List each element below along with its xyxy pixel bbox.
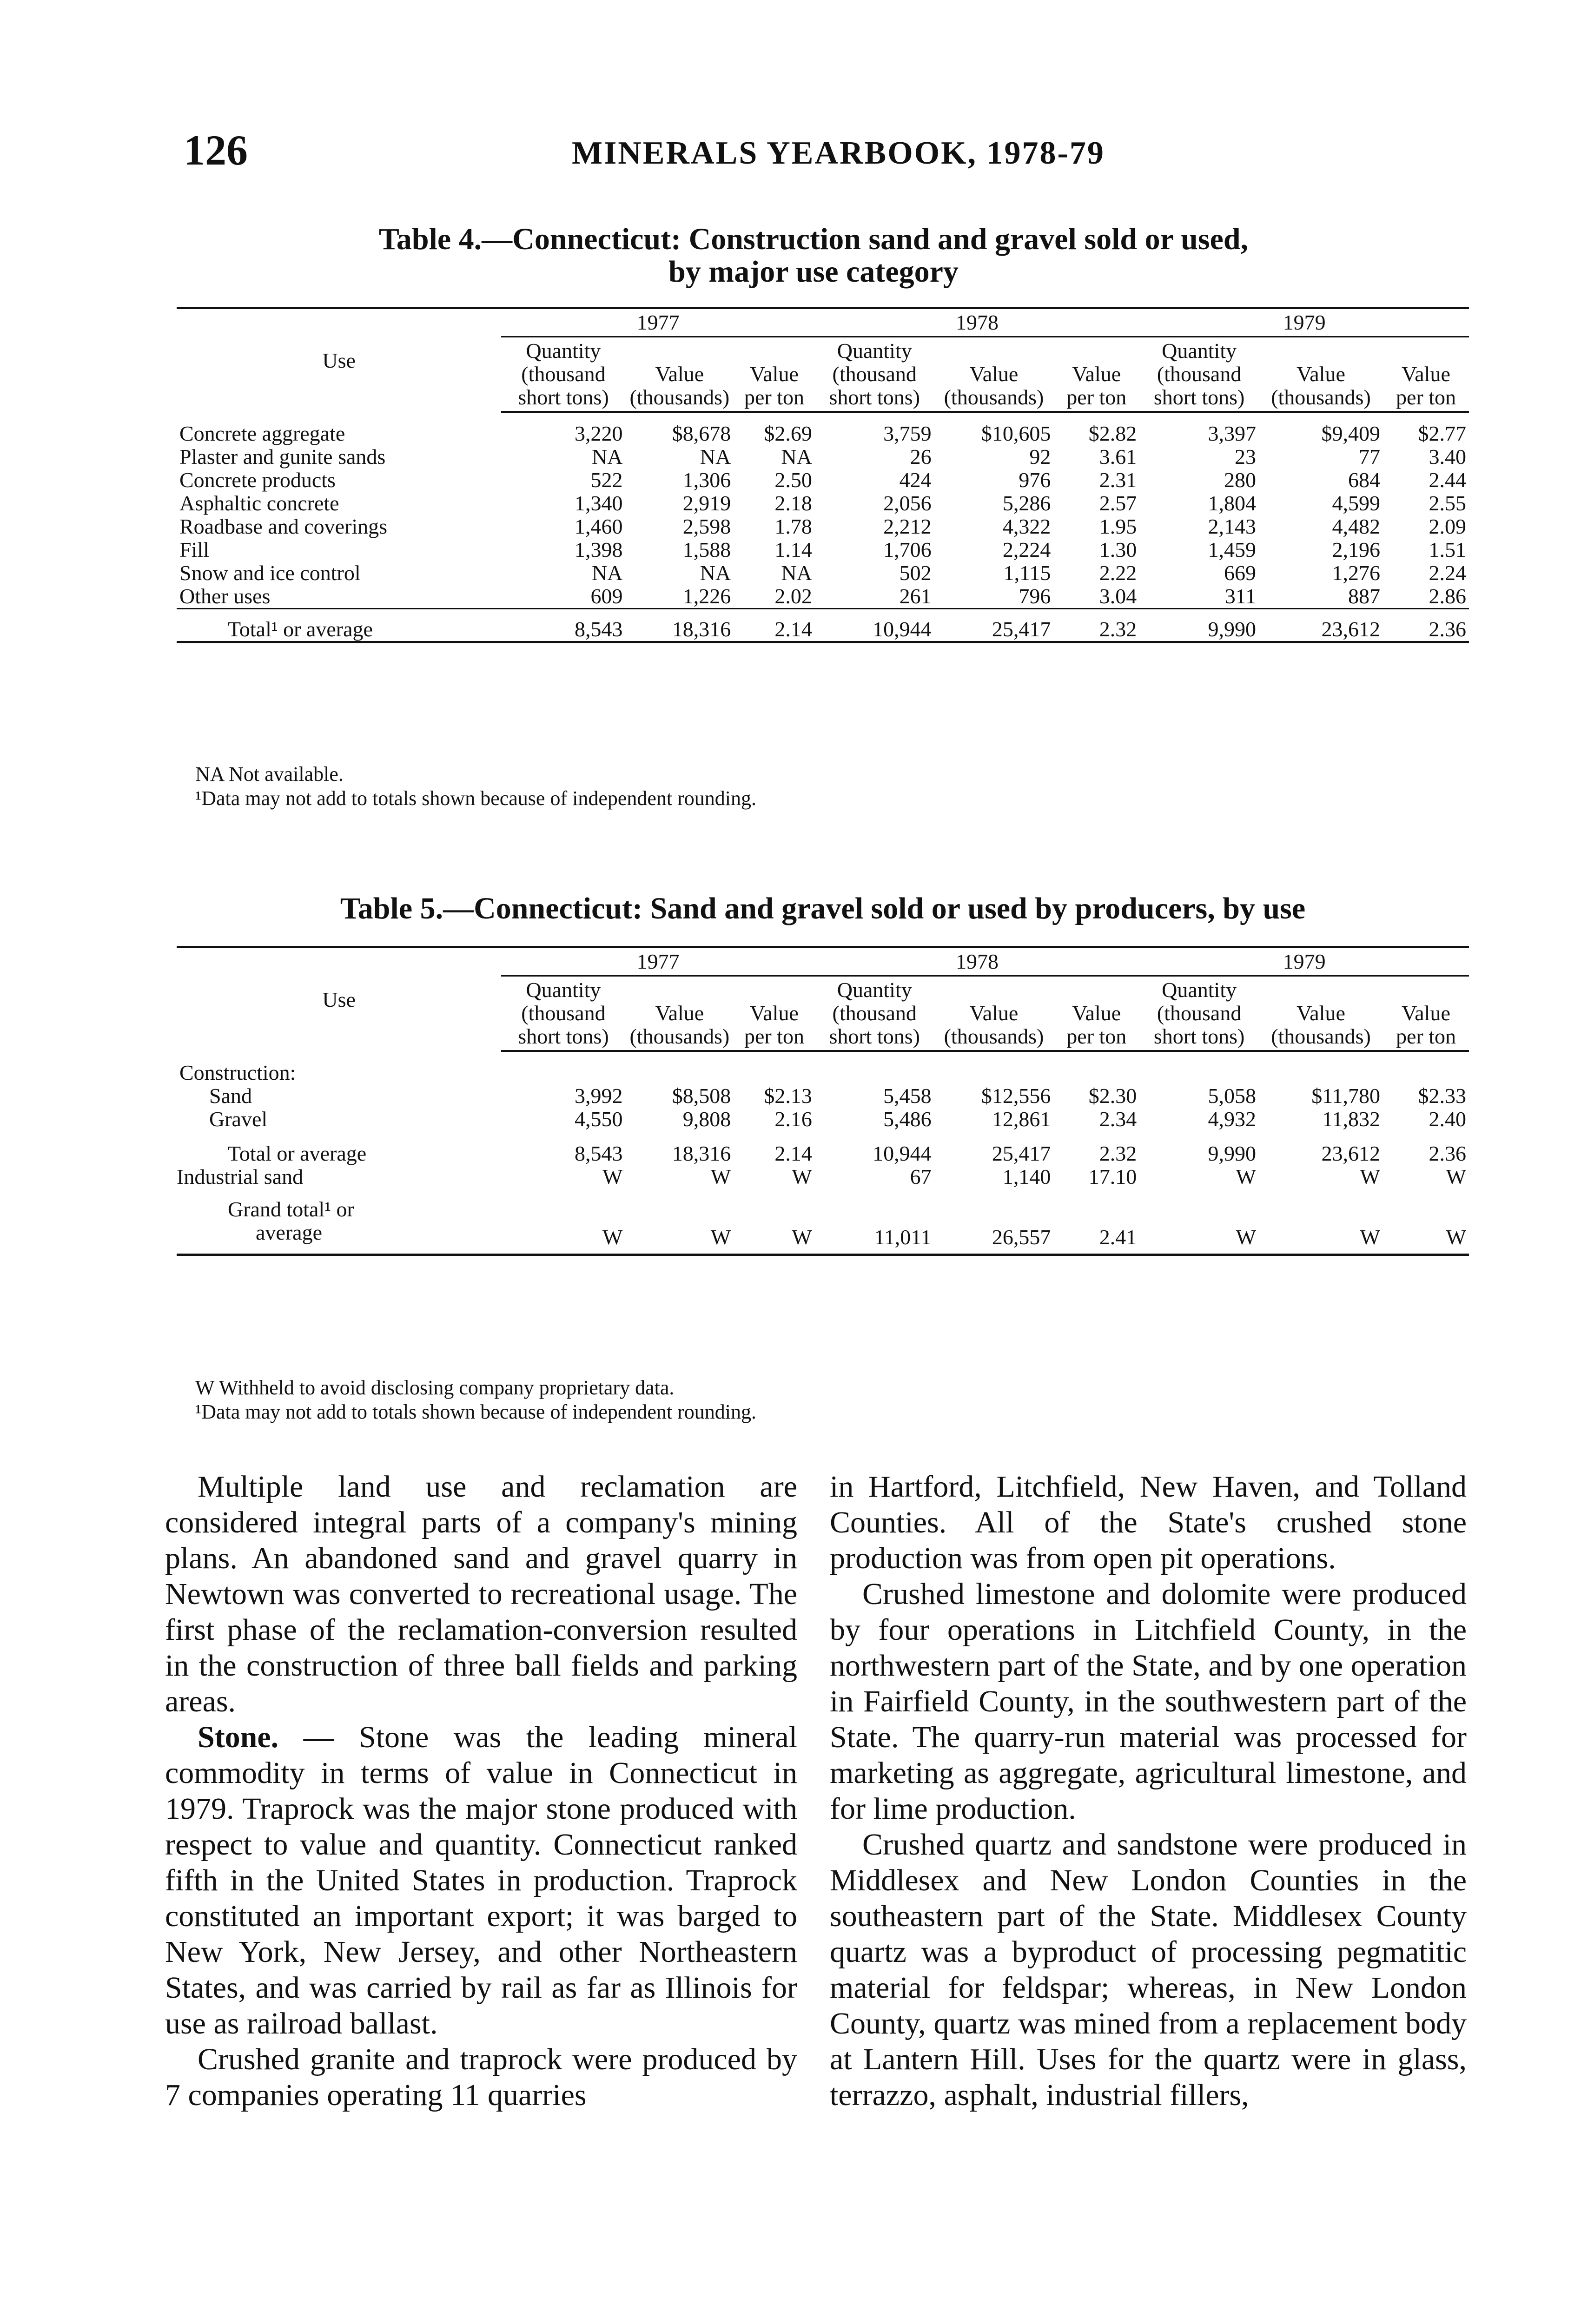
table-cell: 1.14 xyxy=(774,538,812,561)
table-cell: 1,226 xyxy=(682,584,731,608)
table-cell: $9,409 xyxy=(1321,422,1381,445)
row-use-label: Gravel xyxy=(209,1107,268,1131)
table-cell: 2.55 xyxy=(1429,491,1466,515)
table-cell: 3,992 xyxy=(574,1084,623,1108)
col-value: Value (thousands) xyxy=(934,976,1054,1051)
table-row xyxy=(177,561,1469,585)
table-cell: 2.57 xyxy=(1099,491,1137,515)
table-cell: 2.09 xyxy=(1429,515,1466,538)
col-value: Value (thousands) xyxy=(1259,337,1383,412)
table-cell: 1.78 xyxy=(774,515,812,538)
table-cell: 12,861 xyxy=(992,1107,1051,1131)
table-cell: 1,140 xyxy=(1002,1165,1051,1188)
table-cell: 4,322 xyxy=(1002,515,1051,538)
table-cell: 2,919 xyxy=(682,491,731,515)
table-cell: 502 xyxy=(899,561,932,585)
table-row xyxy=(177,1131,1469,1165)
paragraph: Crushed quartz and sandstone were produced in Middlesex and New London Counties in the southeastern part of the State. Middlesex County quartz was a byproduct of processing pegmatitic material for feldspar; whereas, in New London County, quartz was mined from a replacement body at Lantern Hill. Uses for the quartz were in glass, terrazzo, asphalt, industrial fillers, xyxy=(830,1828,1467,2112)
table-cell: 2.22 xyxy=(1099,561,1137,585)
table-cell: 2.32 xyxy=(1099,1142,1137,1165)
table-cell: 23,612 xyxy=(1321,1142,1381,1165)
table-cell: 2.34 xyxy=(1099,1107,1137,1131)
table-cell: 2,212 xyxy=(883,515,932,538)
table4-year: 1977 xyxy=(501,308,814,337)
table-cell: 1,306 xyxy=(682,468,731,492)
table5-use-header: Use xyxy=(322,987,356,1011)
table-cell: 4,599 xyxy=(1332,491,1381,515)
paragraph: Multiple land use and reclamation are considered integral parts of a company's mining plans. An abandoned sand and gravel quarry in Newtown was converted to recreational usage. The first phase of the reclamation-conversion resulted in the construction of three ball fields and parking areas. xyxy=(165,1470,797,1718)
col-value-per-ton: Value per ton xyxy=(734,976,815,1051)
table5-year: 1979 xyxy=(1139,947,1469,976)
table-cell: 522 xyxy=(590,468,623,492)
row-use-label: Industrial sand xyxy=(177,1165,304,1188)
table-cell: 669 xyxy=(1224,561,1256,585)
table-cell: 23 xyxy=(1235,445,1256,469)
table-cell: 3.04 xyxy=(1099,584,1137,608)
row-use-label: Plaster and gunite sands xyxy=(179,445,386,469)
table4-title: Table 4.—Connecticut: Construction sand and gravel sold or used, by major use category xyxy=(378,222,1249,289)
table-cell: NA xyxy=(700,445,731,469)
table-cell: 17.10 xyxy=(1088,1165,1137,1188)
body-left-column xyxy=(165,1469,797,2113)
paragraph: in Hartford, Litchfield, New Haven, and Tolland Counties. All of the State's crushed stone production was from open pit operations. xyxy=(830,1470,1467,1575)
table-cell: 8,543 xyxy=(574,1142,623,1165)
table-cell: 9,990 xyxy=(1208,1142,1256,1165)
table-cell: 5,286 xyxy=(1002,491,1051,515)
col-value-per-ton: Value per ton xyxy=(1053,337,1139,412)
table-cell: 2.02 xyxy=(774,584,812,608)
table-cell: $2.77 xyxy=(1418,422,1466,445)
table-cell: $10,605 xyxy=(981,422,1051,445)
col-value: Value (thousands) xyxy=(625,976,734,1051)
table-cell: 2,196 xyxy=(1332,538,1381,561)
table-cell: 4,932 xyxy=(1208,1107,1256,1131)
table-cell: 1,804 xyxy=(1208,491,1256,515)
table-cell: 5,058 xyxy=(1208,1084,1256,1108)
body-right-column xyxy=(830,1469,1467,2113)
table-row xyxy=(177,445,1469,469)
table-cell: 3,397 xyxy=(1208,422,1256,445)
table-cell: 311 xyxy=(1224,584,1256,608)
col-quantity: Quantity (thousand short tons) xyxy=(815,976,934,1051)
table5-year: 1978 xyxy=(815,947,1139,976)
table-cell: W xyxy=(710,1165,731,1188)
table-cell: 92 xyxy=(1029,445,1051,469)
table-cell: 1,340 xyxy=(574,491,623,515)
col-quantity: Quantity (thousand short tons) xyxy=(1139,976,1259,1051)
table-cell: $8,508 xyxy=(672,1084,731,1108)
table-cell: W xyxy=(1446,1165,1466,1188)
note-rounding: ¹Data may not add to totals shown because of independent rounding. xyxy=(195,1400,757,1423)
col-value-per-ton: Value per ton xyxy=(1383,337,1469,412)
table-cell: W xyxy=(1236,1165,1256,1188)
table-cell: $2.13 xyxy=(764,1084,812,1108)
table-cell: NA xyxy=(592,445,623,469)
table-cell: 2.24 xyxy=(1429,561,1466,585)
page-number: 126 xyxy=(184,126,248,174)
table4 xyxy=(177,307,1469,643)
table-cell: W xyxy=(1360,1165,1381,1188)
row-use-label: Other uses xyxy=(179,584,271,608)
table-row xyxy=(177,1165,1469,1188)
table-cell: 609 xyxy=(590,584,623,608)
col-value-per-ton: Value per ton xyxy=(1383,976,1469,1051)
note-withheld: W Withheld to avoid disclosing company proprietary data. xyxy=(195,1376,675,1399)
table4-use-header: Use xyxy=(322,348,356,372)
table-cell: $2.82 xyxy=(1088,422,1137,445)
table-cell: 1,276 xyxy=(1332,561,1381,585)
paragraph: Crushed limestone and dolomite were produced by four operations in Litchfield County, in the northwestern part of the State, and by one operation in Fairfield County, in the southwestern part of the State. The quarry-run material was processed for marketing as aggregate, agricultural limestone, and for lime production. xyxy=(830,1577,1467,1826)
table-row xyxy=(177,538,1469,561)
table-cell: 1,588 xyxy=(682,538,731,561)
table-cell: 1.30 xyxy=(1099,538,1137,561)
table-cell: $2.30 xyxy=(1088,1084,1137,1108)
table-cell: $8,678 xyxy=(672,422,731,445)
table5-grand-total-label: Grand total¹ or xyxy=(228,1197,354,1221)
table-cell: NA xyxy=(781,445,812,469)
table5-grand-total-row: average W W W 11,011 26,557 2.41 W W W xyxy=(177,1221,1469,1255)
col-value: Value (thousands) xyxy=(934,337,1054,412)
col-quantity: Quantity (thousand short tons) xyxy=(501,337,625,412)
table-row xyxy=(177,515,1469,538)
col-value: Value (thousands) xyxy=(1259,976,1383,1051)
table-cell: 280 xyxy=(1224,468,1256,492)
table-cell: 5,486 xyxy=(883,1107,932,1131)
table-cell: 1,398 xyxy=(574,538,623,561)
table4-year: 1978 xyxy=(815,308,1139,337)
row-use-label: Asphaltic concrete xyxy=(179,491,339,515)
table-cell: 2.40 xyxy=(1429,1107,1466,1131)
table-cell: NA xyxy=(781,561,812,585)
table-cell: NA xyxy=(592,561,623,585)
table-cell: 9,808 xyxy=(682,1107,731,1131)
table-cell: 2,224 xyxy=(1002,538,1051,561)
table-cell: 976 xyxy=(1019,468,1051,492)
table-cell: 67 xyxy=(910,1165,932,1188)
table4-year: 1979 xyxy=(1139,308,1469,337)
table5-title: Table 5.—Connecticut: Sand and gravel sold or used by producers, by use xyxy=(340,891,1306,925)
col-quantity: Quantity (thousand short tons) xyxy=(1139,337,1259,412)
paragraph: Crushed granite and traprock were produced by 7 companies operating 11 quarries xyxy=(165,2042,797,2112)
table-cell: $2.69 xyxy=(764,422,812,445)
table-cell: 2,598 xyxy=(682,515,731,538)
table-cell: 26 xyxy=(910,445,932,469)
col-value-per-ton: Value per ton xyxy=(734,337,815,412)
table-cell: 2.86 xyxy=(1429,584,1466,608)
table-cell: NA xyxy=(700,561,731,585)
row-use-label: Fill xyxy=(179,538,209,561)
table-cell: 796 xyxy=(1019,584,1051,608)
table-cell: 2,143 xyxy=(1208,515,1256,538)
table-cell: 2.16 xyxy=(774,1107,812,1131)
table-cell: 1.51 xyxy=(1429,538,1466,561)
note-na: NA Not available. xyxy=(195,763,344,786)
row-use-label: Snow and ice control xyxy=(179,561,361,585)
table-cell: 1,459 xyxy=(1208,538,1256,561)
col-value: Value (thousands) xyxy=(625,337,734,412)
row-use-label: Roadbase and coverings xyxy=(179,515,388,538)
table-row xyxy=(177,585,1469,609)
row-use-label: Sand xyxy=(209,1084,252,1108)
table-cell: 25,417 xyxy=(992,1142,1051,1165)
table-cell: 3.40 xyxy=(1429,445,1466,469)
table5 xyxy=(177,946,1469,1256)
table-row xyxy=(177,1108,1469,1131)
table-cell: 1,460 xyxy=(574,515,623,538)
note-rounding: ¹Data may not add to totals shown because of independent rounding. xyxy=(195,787,757,810)
col-quantity: Quantity (thousand short tons) xyxy=(501,976,625,1051)
table-cell: 424 xyxy=(899,468,932,492)
table-row xyxy=(177,492,1469,515)
table-cell: 684 xyxy=(1348,468,1381,492)
table-cell: 4,482 xyxy=(1332,515,1381,538)
table5-notes xyxy=(195,1376,756,1424)
running-title: MINERALS YEARBOOK, 1978-79 xyxy=(572,135,1105,171)
table-row xyxy=(177,422,1469,445)
table-cell: 1,115 xyxy=(1003,561,1051,585)
paragraph: Stone. — Stone was the leading mineral commodity in terms of value in Connecticut in 1979. Traprock was the major stone produced with respect to value and quantity. Connecticut ranked fifth in the United States in production. Traprock constituted an important export; it was barged to New York, New Jersey, and other Northeastern States, and was carried by rail as far as Illinois for use as railroad ballast. xyxy=(165,1720,798,2040)
table-cell: W xyxy=(792,1165,812,1188)
table-cell: W xyxy=(602,1165,623,1188)
table-cell: 77 xyxy=(1359,445,1381,469)
table-cell: 2.36 xyxy=(1429,1142,1466,1165)
section-heading: Stone. — xyxy=(198,1720,334,1754)
table-cell: 887 xyxy=(1348,584,1381,608)
table-cell: 3,220 xyxy=(574,422,623,445)
table-cell: 1,706 xyxy=(883,538,932,561)
table-cell: $2.33 xyxy=(1418,1084,1466,1108)
row-use-label: Concrete products xyxy=(179,468,336,492)
table-cell: 2,056 xyxy=(883,491,932,515)
table-cell: 10,944 xyxy=(873,1142,932,1165)
table-cell: 5,458 xyxy=(883,1084,932,1108)
col-value-per-ton: Value per ton xyxy=(1053,976,1139,1051)
row-use-label: Concrete aggregate xyxy=(179,422,345,445)
table-cell: 2.18 xyxy=(774,491,812,515)
table5-section-row: Construction: xyxy=(179,1061,296,1084)
table-cell: 261 xyxy=(899,584,932,608)
table-cell: $12,556 xyxy=(981,1084,1051,1108)
table-cell: 2.14 xyxy=(774,1142,812,1165)
table-cell: 3.61 xyxy=(1099,445,1137,469)
table-cell: 3,759 xyxy=(883,422,932,445)
table-row xyxy=(177,1084,1469,1108)
table-cell: 2.31 xyxy=(1099,468,1137,492)
table-row xyxy=(177,469,1469,492)
table-cell: 2.44 xyxy=(1429,468,1466,492)
page-header xyxy=(0,125,1581,186)
table5-year: 1977 xyxy=(501,947,814,976)
table-cell: 4,550 xyxy=(574,1107,623,1131)
col-quantity: Quantity (thousand short tons) xyxy=(815,337,934,412)
table4-notes xyxy=(195,762,756,811)
table-cell: 11,832 xyxy=(1322,1107,1381,1131)
table-cell: $11,780 xyxy=(1311,1084,1381,1108)
row-use-label: Total or average xyxy=(228,1142,367,1165)
table-cell: 18,316 xyxy=(672,1142,731,1165)
table4-total-row: Total¹ or average 8,543 18,316 2.14 10,944 25,417 2.32 9,990 23,612 2.36 xyxy=(177,609,1469,642)
table-cell: 2.50 xyxy=(774,468,812,492)
table-cell: 1.95 xyxy=(1099,515,1137,538)
